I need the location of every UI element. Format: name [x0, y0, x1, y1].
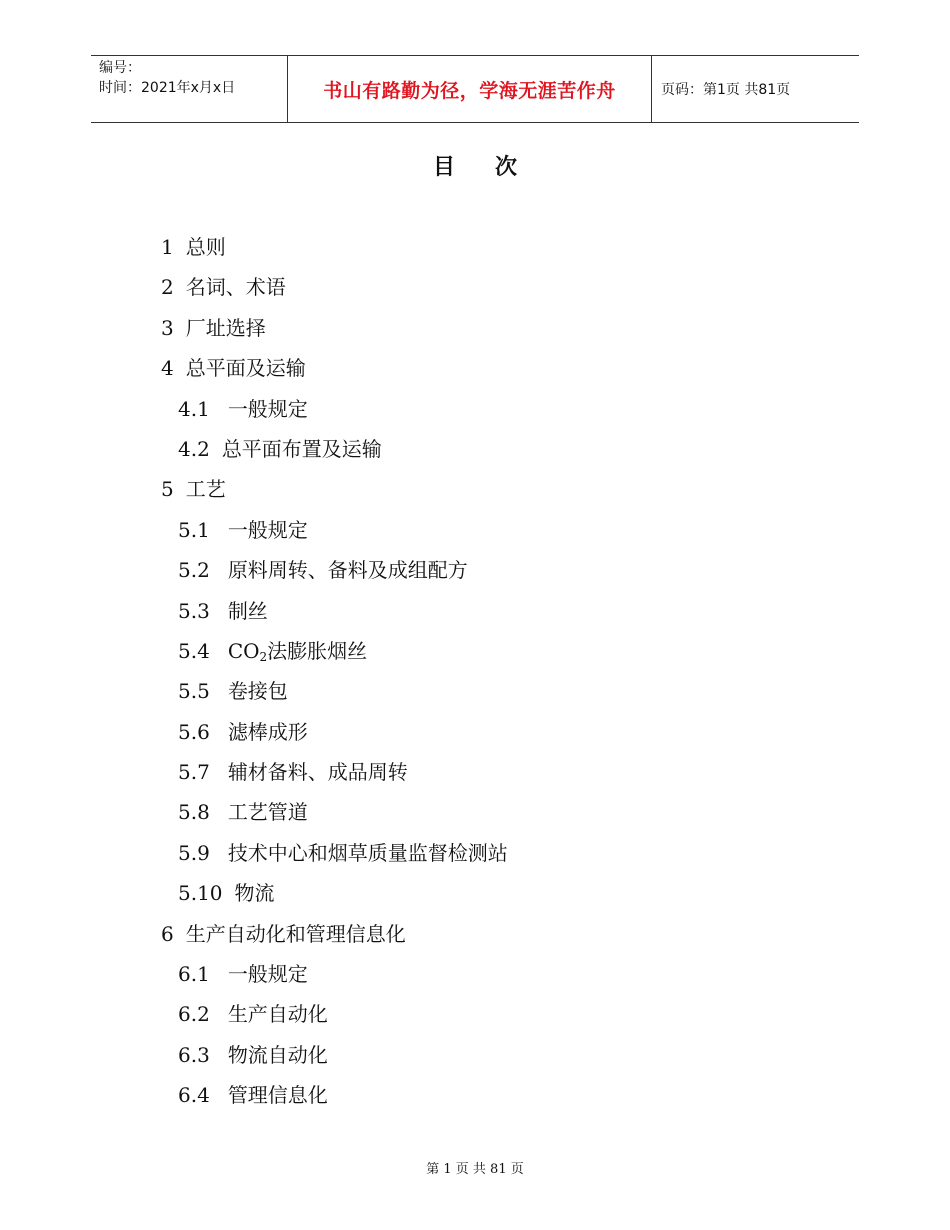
toc-item-text: 总平面布置及运输	[221, 436, 382, 461]
toc-item-number: 3	[161, 315, 174, 340]
toc-item-text: 制丝	[227, 598, 268, 623]
toc-subitem[interactable]	[161, 834, 508, 874]
toc-item-text: 一般规定	[227, 517, 308, 542]
header-motto-cell	[287, 56, 652, 122]
toc-item-text: 工艺管道	[227, 800, 308, 825]
toc-item-text: 滤棒成形	[227, 719, 308, 744]
toc-subitem[interactable]	[161, 672, 508, 712]
toc-item[interactable]	[161, 470, 508, 510]
toc-item-text: 名词、术语	[185, 275, 286, 300]
toc-item-text: 生产自动化和管理信息化	[185, 921, 406, 946]
toc-item-number: 5.9	[178, 840, 210, 865]
toc-subitem[interactable]	[161, 511, 508, 551]
toc-item-number: 6.1	[178, 962, 210, 987]
toc-item-number: 5.10	[178, 881, 223, 906]
toc-subitem[interactable]	[161, 430, 508, 470]
toc-item-text: 一般规定	[227, 962, 308, 987]
toc-item-number: 6	[161, 921, 174, 946]
toc-item-text: 法膨胀烟丝	[267, 638, 368, 663]
toc-item-number: 6.4	[178, 1083, 210, 1108]
toc-item-text: 物流自动化	[227, 1042, 328, 1067]
toc-item-number: 5.5	[178, 679, 210, 704]
toc-item-text: 厂址选择	[185, 315, 266, 340]
page-header	[91, 55, 859, 123]
toc-item-number: 5.6	[178, 719, 210, 744]
toc-item-formula: CO	[227, 638, 260, 663]
toc-subitem[interactable]	[161, 632, 508, 672]
toc-item-text: 卷接包	[227, 679, 288, 704]
toc-item-text: 总平面及运输	[185, 356, 306, 381]
toc-subitem[interactable]	[161, 1076, 508, 1116]
toc-item-number: 5.3	[178, 598, 210, 623]
toc-subitem[interactable]	[161, 955, 508, 995]
toc-item-text: 工艺	[185, 477, 226, 502]
toc-subitem[interactable]	[161, 793, 508, 833]
toc-subitem[interactable]	[161, 1036, 508, 1076]
header-page-code-cell	[652, 56, 859, 122]
toc-subitem[interactable]	[161, 995, 508, 1035]
toc-item-number: 5.7	[178, 760, 210, 785]
time-label: 时间：2021年x月x日	[99, 80, 236, 96]
toc-item-number: 6.3	[178, 1042, 210, 1067]
toc-item[interactable]	[161, 915, 508, 955]
toc-item[interactable]	[161, 349, 508, 389]
toc-item-text: 辅材备料、成品周转	[227, 760, 408, 785]
toc-subitem[interactable]	[161, 753, 508, 793]
toc-subitem[interactable]	[161, 713, 508, 753]
toc-item-text: 物流	[234, 881, 275, 906]
toc-item-number: 4	[161, 356, 174, 381]
toc-item-subscript: 2	[259, 649, 268, 664]
toc-item-text: 一般规定	[227, 396, 308, 421]
toc-subitem[interactable]	[161, 874, 508, 914]
toc-item-number: 1	[161, 235, 174, 259]
toc-item-number: 5.2	[178, 558, 210, 583]
toc-item-number: 5.8	[178, 800, 210, 825]
toc-item[interactable]	[161, 228, 508, 268]
toc-item-number: 4.1	[178, 396, 210, 421]
toc-item-text: 生产自动化	[227, 1002, 328, 1027]
header-motto: 书山有路勤为径，学海无涯苦作舟	[323, 79, 616, 102]
toc-subitem[interactable]	[161, 551, 508, 591]
toc-item[interactable]	[161, 309, 508, 349]
toc-subitem[interactable]	[161, 390, 508, 430]
toc-item-text: 技术中心和烟草质量监督检测站	[227, 840, 508, 865]
toc-item-number: 4.2	[178, 436, 210, 461]
header-page-code: 页码：第1页 共81页	[661, 82, 791, 98]
toc-item-number: 2	[161, 275, 174, 300]
toc-item-number: 6.2	[178, 1002, 210, 1027]
toc-item-text: 原料周转、备料及成组配方	[227, 558, 468, 583]
header-meta	[91, 56, 287, 122]
toc-item-number: 5.1	[178, 517, 210, 542]
number-label: 编号：	[99, 60, 141, 76]
toc-item-text: 管理信息化	[227, 1083, 328, 1108]
toc-item-number: 5	[161, 477, 174, 502]
toc-subitem[interactable]	[161, 592, 508, 632]
toc-item-number: 5.4	[178, 638, 210, 663]
table-of-contents	[161, 228, 508, 1117]
title-char-2: 次	[495, 155, 518, 180]
toc-item[interactable]	[161, 268, 508, 308]
toc-item-text: 总则	[185, 235, 226, 259]
title-char-1: 目	[432, 155, 455, 180]
page-title	[0, 150, 950, 181]
page-footer: 第 1 页 共 81 页	[426, 1162, 524, 1177]
